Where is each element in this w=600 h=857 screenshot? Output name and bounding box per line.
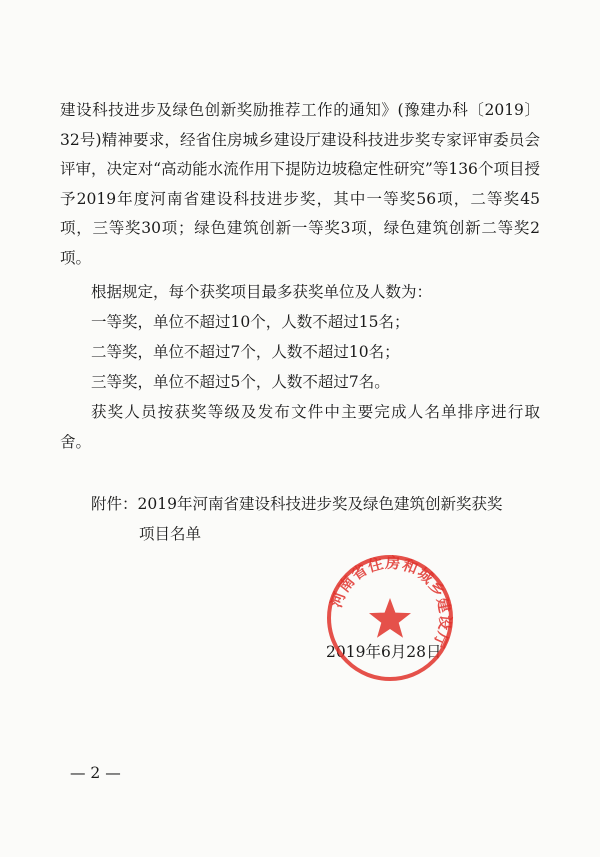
paragraph-2: 根据规定，每个获奖项目最多获奖单位及人数为： <box>91 283 433 301</box>
attachment-title-line1: 2019年河南省建设科技进步奖及绿色建筑创新奖获奖 <box>137 495 503 513</box>
paragraph-3: 获奖人员按获奖等级及发布文件中主要完成人名单排序进行取舍。 <box>60 403 540 451</box>
paragraph-1: 建设科技进步及绿色创新奖励推荐工作的通知》(豫建办科〔2019〕32号)精神要求，经省住房城乡建设厅建设科技进步奖专家评审委员会评审，决定对“高动能水流作用下提防边坡稳定性研究”等136个项目授予2019年度河南省建设科技进步奖，其中一等奖56项，二等奖45项，三等奖30项；绿色建筑创新一等奖3项，绿色建筑创新二等奖2项。 <box>60 101 540 267</box>
svg-text:河南省住房和城乡建设厅: 河南省住房和城乡建设厅 <box>327 553 455 652</box>
attachment-label: 附件： <box>91 495 138 513</box>
seal-star-icon <box>369 598 411 638</box>
attachment <box>91 490 541 549</box>
official-seal <box>325 553 455 683</box>
page-number: — 2 — <box>70 764 121 782</box>
rule-second-prize: 二等奖，单位不超过7个，人数不超过10名； <box>91 343 400 361</box>
rule-third-prize: 三等奖，单位不超过5个，人数不超过7名。 <box>91 373 390 391</box>
attachment-title-line2: 项目名单 <box>139 524 202 543</box>
issue-date: 2019年6月28日 <box>326 643 442 661</box>
rule-first-prize: 一等奖，单位不超过10个，人数不超过15名； <box>91 313 410 331</box>
